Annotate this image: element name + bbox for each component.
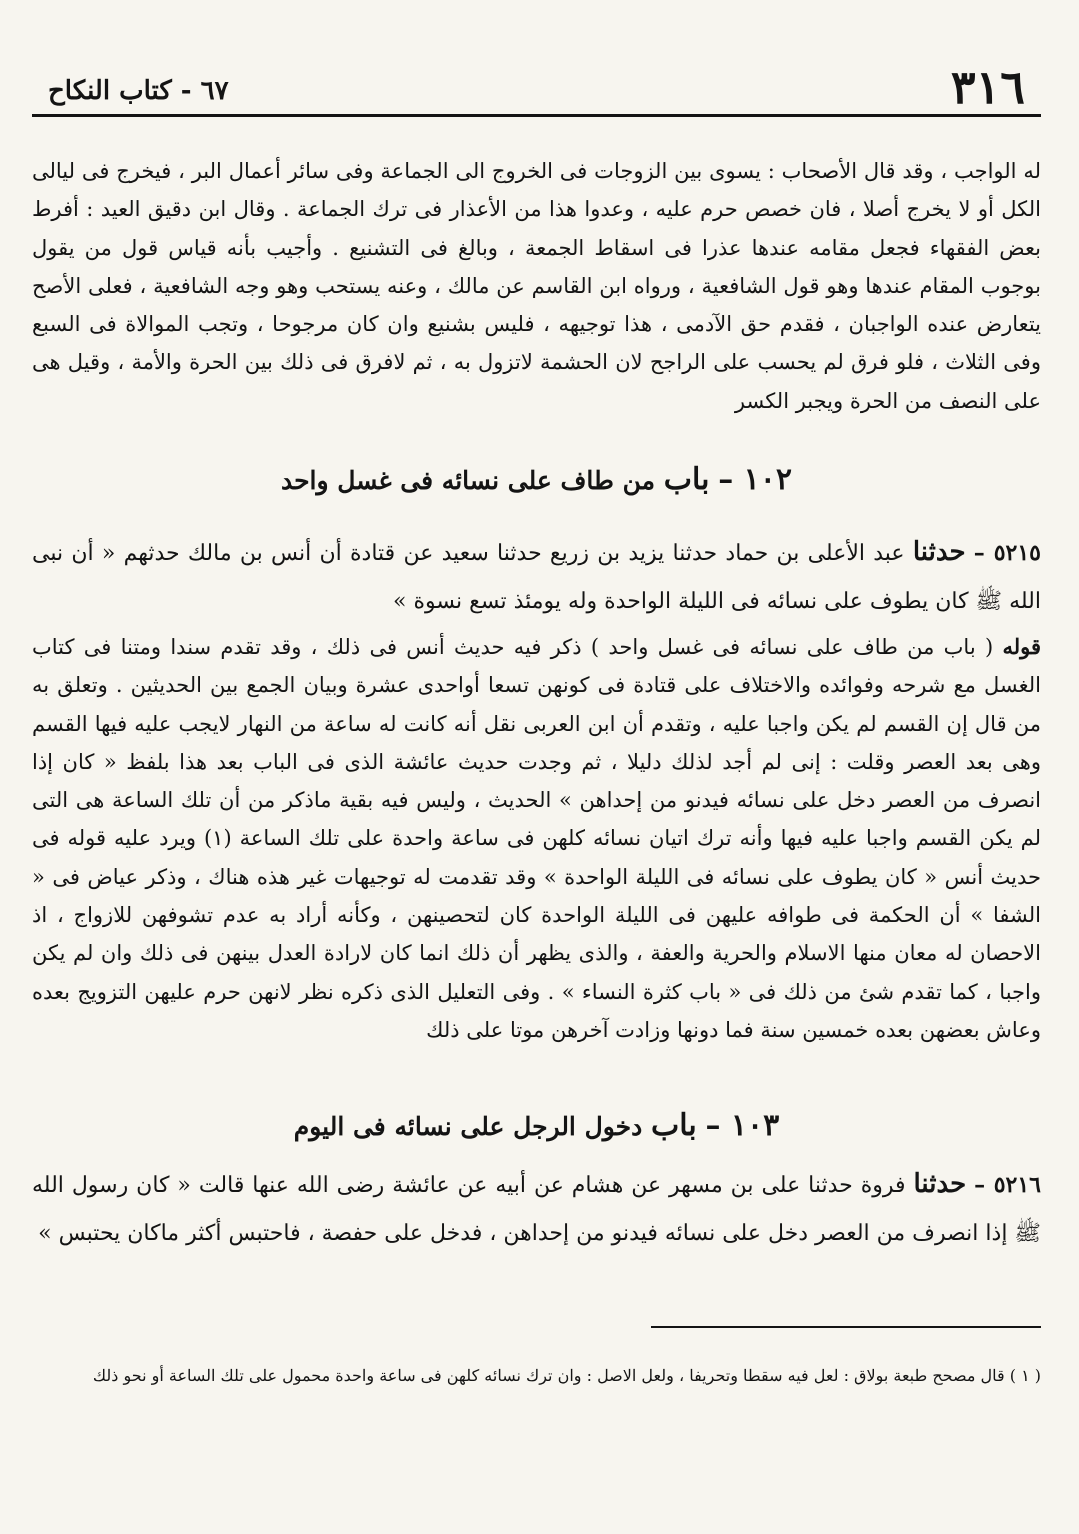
hadith-5216 [32, 1160, 1041, 1258]
chapter-title: ٦٧ - كتاب النكاح [48, 76, 229, 106]
hadith-text: فروة حدثنا على بن مسهر عن هشام عن أبيه عن عائشة رضى الله عنها قالت « كان رسول الله ﷺ إذا انصرف من العصر دخل على نسائه فيدنو من إحداهن ، فدخل على حفصة ، فاحتبس أكثر ماكان يحتبس » [32, 1173, 1041, 1246]
hadith-lead: حدثنا [913, 1169, 967, 1199]
commentary-text: ( باب من طاف على نسائه فى غسل واحد ) ذكر فيه حديث أنس فى ذلك ، وقد تقدم سندا ومتنا فى كتاب الغسل مع شرحه وفوائده والاختلاف على قتادة فى كونهن تسعا أواحدى عشرة وبيان الجمع بين الحديثين . وتعلق به من قال إن القسم لم يكن واجبا عليه ، وتقدم أن ابن العربى نقل أنه كانت له ساعة من النهار لايجب عليه فيها القسم وهى بعد العصر وقلت : إنى لم أجد لذلك دليلا ، ثم وجدت حديث عائشة الذى فى الباب بعد هذا بلفظ « كان إذا انصرف من العصر دخل على نسائه فيدنو من إحداهن » الحديث ، وليس فيه بقية ماذكر من أن تلك الساعة هى التى لم يكن القسم واجبا عليه فيها وأنه ترك اتيان نسائه كلهن فى ساعة واحدة على تلك الساعة (١) ويرد عليه قوله فى حديث أنس « كان يطوف على نسائه فى الليلة الواحدة » وقد تقدمت له توجيهات غير هذه هناك ، وذكر عياض فى « الشفا » أن الحكمة فى طوافه عليهن فى الليلة الواحدة كان لتحصينهن ، وكأنه أراد به عدم تشوفهن للازواج ، اذ الاحصان له معان منها الاسلام والحرية والعفة ، والذى يظهر أن ذلك انما كان لارادة العدل بينهن فى ذلك وان لم يكن واجبا ، كما تقدم شئ من ذلك فى « باب كثرة النساء » . وفى التعليل الذى ذكره نظر لانهن حرم عليهن التزويج بعده وعاش بعضهن بعده خمسين سنة فما دونها وزادت آخرهن موتا على ذلك [32, 635, 1042, 1042]
footnote: ( ١ ) قال مصحح طبعة بولاق : لعل فيه سقطا وتحريفا ، ولعل الاصل : وان ترك نسائه كلهن فى ساعة واحدة محمول على تلك الساعة أو نحو ذلك [92, 1366, 1041, 1385]
hadith-lead: حدثنا [912, 537, 966, 567]
chapter-word: باب [650, 1108, 697, 1143]
chapter-number: ١٠٣ – [705, 1108, 780, 1143]
hadith-number: ٥٢١٥ – [973, 540, 1041, 566]
commentary-lead: قوله [1002, 634, 1041, 659]
running-head [32, 60, 1041, 117]
chapter-heading-103 [32, 1108, 1041, 1143]
commentary-paragraph [32, 628, 1041, 1049]
chapter-heading-title: دخول الرجل على نسائه فى اليوم [293, 1112, 643, 1141]
continuation-paragraph: له الواجب ، وقد قال الأصحاب : يسوى بين الزوجات فى الخروج الى الجماعة وفى سائر أعمال البر ، فيخرج فى ليالى الكل أو لا يخرج أصلا ، فان خصص حرم عليه ، وعدوا هذا من الأعذار فى ترك الجماعة . وقال ابن دقيق العيد : أفرط بعض الفقهاء فجعل مقامه عندها عذرا فى اسقاط الجمعة ، وبالغ فى التشنيع . وأجيب بأنه قياس قول من يقول بوجوب المقام عندها وهو قول الشافعية ، ورواه ابن القاسم عن مالك ، وعنه يستحب وهو وجه الشافعية ، فعلى الأصح يتعارض عنده الواجبان ، فقدم حق الآدمى ، هذا توجيهه ، فليس بشنيع وان كان مرجوحا ، وتجب الموالاة فى السبع وفى الثلاث ، فلو فرق لم يحسب على الراجح لان الحشمة لاتزول به ، ثم لافرق فى ذلك بين الحرة والأمة ، وقيل هى على النصف من الحرة ويجبر الكسر [32, 159, 1041, 413]
chapter-heading-title: من طاف على نسائه فى غسل واحد [280, 466, 656, 495]
page-number: ٣١٦ [950, 60, 1025, 114]
chapter-heading-102 [32, 462, 1041, 497]
chapter-number: ١٠٢ – [718, 462, 792, 497]
footnote-divider [651, 1326, 1041, 1328]
hadith-5215 [32, 528, 1041, 626]
hadith-number: ٥٢١٦ – [974, 1172, 1041, 1198]
chapter-word: باب [663, 462, 710, 497]
hadith-text: عبد الأعلى بن حماد حدثنا يزيد بن زريع حدثنا سعيد عن قتادة أن أنس بن مالك حدثهم « أن نبى الله ﷺ كان يطوف على نسائه فى الليلة الواحدة وله يومئذ تسع نسوة » [32, 541, 1041, 614]
